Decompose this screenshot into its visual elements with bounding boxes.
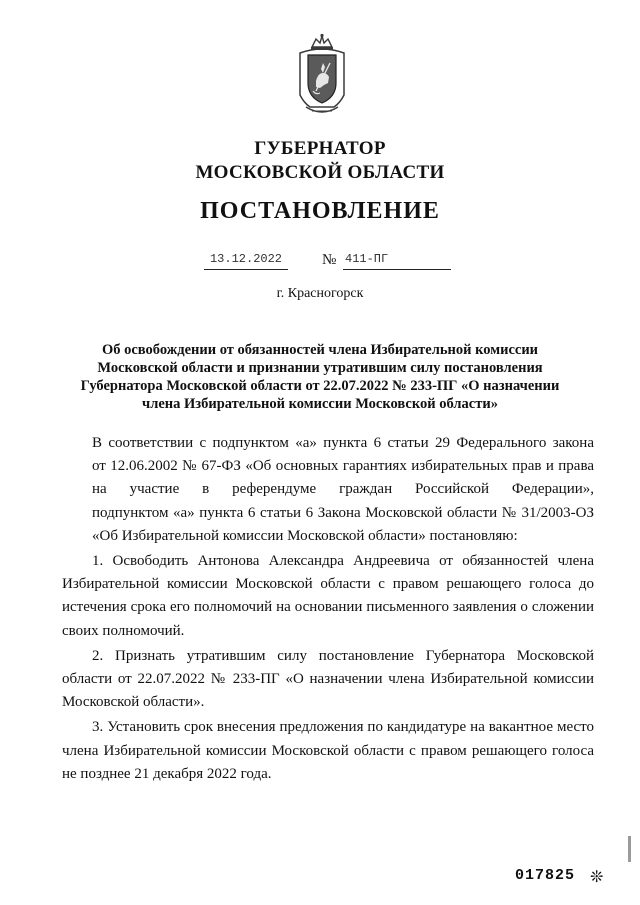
subject-line-4: члена Избирательной комиссии Московской области» <box>142 396 498 412</box>
scan-edge-mark <box>628 836 631 862</box>
subject-line-3: Губернатора Московской области от 22.07.2022 № 233-ПГ «О назначении <box>80 378 560 394</box>
issuer-line-1: ГУБЕРНАТОР <box>254 138 386 159</box>
preamble-line-2: от 12.06.2002 № 67-ФЗ «Об основных гарантиях избирательных прав и права <box>92 458 594 475</box>
paragraph-item-1: 1. Освободить Антонова Александра Андреевича от обязанностей члена Избирательной комиссии Московской области с правом решающего голоса до истечения срока его полномочий на основании письменного заявления о сложении своих полномочий. <box>62 553 594 639</box>
preamble-line-4: подпунктом «а» пункта 6 статьи 6 Закона Московской области № 31/2003-ОЗ <box>92 504 594 521</box>
preamble-line-1: В соответствии с подпунктом «а» пункта 6 статьи 29 Федерального закона <box>92 435 594 451</box>
document-subject <box>0 341 640 413</box>
document-type: ПОСТАНОВЛЕНИЕ <box>200 198 440 224</box>
ornament-mark-icon: ❊ <box>590 869 604 886</box>
paragraph-item-3: 3. Установить срок внесения предложения по кандидатуре на вакантное место члена Избирательной комиссии Московской области с правом решающего голоса не позднее 21 декабря 2022 года. <box>62 719 594 782</box>
document-date: 13.12.2022 <box>204 252 288 270</box>
date-number-line <box>0 252 640 274</box>
document-body <box>62 432 594 788</box>
coat-of-arms-icon <box>296 33 348 119</box>
form-serial-number: 017825 <box>515 867 576 884</box>
paragraph-item-2: 2. Признать утратившим силу постановление Губернатора Московской области от 22.07.2022 № 233-ПГ «О назначении члена Избирательной комиссии Московской области». <box>62 647 594 711</box>
subject-line-1: Об освобождении от обязанностей члена Избирательной комиссии <box>101 342 539 358</box>
issuer-line-2: МОСКОВСКОЙ ОБЛАСТИ <box>195 162 445 183</box>
preamble-line-5: «Об Избирательной комиссии Московской области» постановляю: <box>92 527 518 544</box>
place-of-issue: г. Красногорск <box>276 286 364 301</box>
preamble <box>62 432 594 548</box>
document-number: 411-ПГ <box>343 252 451 270</box>
issuer-title <box>0 137 640 185</box>
number-sign: № <box>322 252 337 268</box>
preamble-line-3: на участие в референдуме граждан Российской Федерации», <box>92 481 594 498</box>
subject-line-2: Московской области и признании утратившим силу постановления <box>97 360 543 376</box>
